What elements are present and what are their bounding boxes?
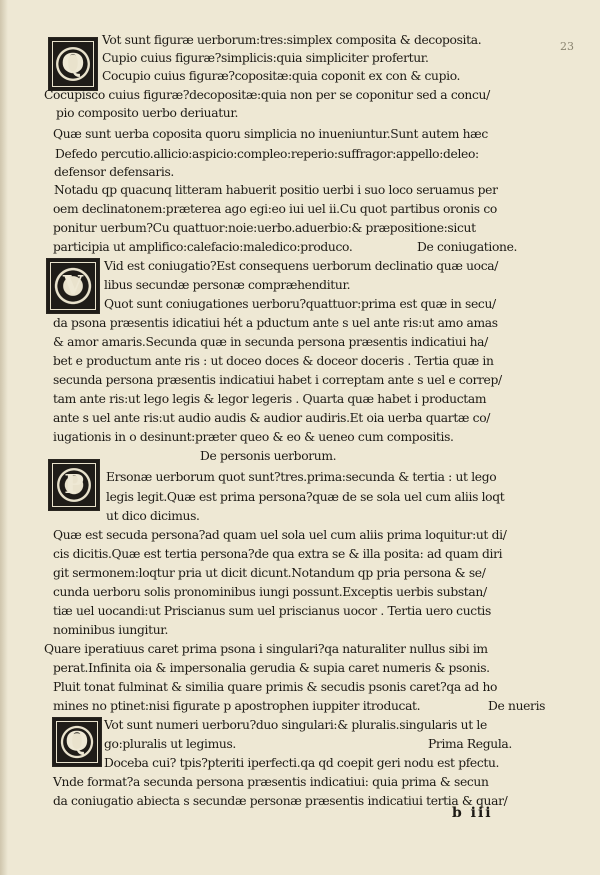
text-line: Cocupisco cuius figuræ?decopositæ:quia non per se coponitur sed a concu/ — [44, 88, 490, 102]
section-heading: De personis uerborum. — [200, 449, 337, 463]
text-line: cunda uerboru solis pronominibus iungi possunt.Exceptis uerbis substan/ — [53, 585, 487, 599]
text-line: perat.Infinita oia & impersonalia gerudia & supia caret numeris & psonis. — [53, 661, 490, 675]
text-line: nominibus iungitur. — [53, 623, 169, 637]
text-line: Quæ est secuda persona?ad quam uel sola uel cum aliis prima loquitur:ut di/ — [53, 528, 507, 542]
text-line: Vot sunt figuræ uerborum:tres:simplex composita & decoposita. — [102, 33, 482, 47]
text-line: oem declinatonem:præterea ago egi:eo iui uel ii.Cu quot partibus oronis co — [53, 202, 497, 216]
initial-q-letter: Q — [61, 49, 85, 79]
text-line: Vid est coniugatio?Est consequens uerborum declinatio quæ uoca/ — [104, 259, 499, 273]
text-line: participia ut amplifico:calefacio:maledico:produco. — [53, 240, 353, 254]
text-line: Quare iperatiuus caret prima psona i singulari?qa naturaliter nullus sibi im — [44, 642, 488, 656]
section-heading: De nueris — [488, 699, 546, 713]
text-line: mines no ptinet:nisi figurate p apostrophen iuppiter itroducat. — [53, 699, 421, 713]
initial-p-letter: P — [64, 470, 84, 500]
text-line: da psona præsentis idicatiui hét a pductum ante s uel ante ris:ut amo amas — [53, 316, 498, 330]
text-line: git sermonem:loqtur pria ut dicit dicunt.Notandum qp pria persona & se/ — [53, 566, 486, 580]
text-line: Quæ sunt uerba coposita quoru simplicia no inueniuntur.Sunt autem hæc — [53, 127, 488, 141]
text-line: cis dicitis.Quæ est tertia persona?de qua extra se & illa posita: ad quam diri — [53, 547, 503, 561]
initial-v-letter: V — [62, 271, 84, 301]
text-line: ante s uel ante ris:ut audio audis & audior audiris.Et oia uerba quartæ co/ — [53, 411, 491, 425]
text-line: tam ante ris:ut lego legis & legor legeris . Quarta quæ habet i productam — [53, 392, 487, 406]
text-line: pio composito uerbo deriuatur. — [56, 106, 239, 120]
text-line: secunda persona præsentis indicatiui habet i correptam ante s uel e correp/ — [53, 373, 502, 387]
text-line: Cupio cuius figuræ?simplicis:quia simpliciter profertur. — [102, 51, 429, 65]
text-line: legis legit.Quæ est prima persona?quæ de se sola uel cum aliis loqt — [106, 490, 505, 504]
section-heading: De coniugatione. — [417, 240, 518, 254]
text-line: defensor defensaris. — [54, 165, 174, 179]
text-line: libus secundæ personæ compræhenditur. — [104, 278, 351, 292]
text-line: go:pluralis ut legimus. — [104, 737, 236, 751]
text-line: ponitur uerbum?Cu quattuor:noie:uerbo.aduerbio:& præpositione:sicut — [53, 221, 476, 235]
text-line: Vnde format?a secunda persona præsentis indicatiui: quia prima & secun — [53, 775, 489, 789]
text-line: Vot sunt numeri uerboru?duo singulari:& pluralis.singularis ut le — [104, 718, 487, 732]
text-line: & amor amaris.Secunda quæ in secunda persona præsentis indicatiui ha/ — [53, 335, 488, 349]
text-line: Ersonæ uerborum quot sunt?tres.prima:secunda & tertia : ut lego — [106, 470, 497, 484]
text-line: bet e productum ante ris : ut doceo doces & doceor doceris . Tertia quæ in — [53, 354, 494, 368]
signature-mark: b iii — [452, 805, 493, 821]
text-line: Doceba cui? tpis?pteriti iperfecti.qa qd coepit geri nodu est pfectu. — [104, 756, 500, 770]
text-line: da coniugatio abiecta s secundæ personæ præsentis indicatiui tertia & quar/ — [53, 794, 508, 808]
text-line: iugationis in o desinunt:præter queo & eo & ueneo cum compositis. — [53, 430, 454, 444]
text-line: Cocupio cuius figuræ?copositæ:quia coponit ex con & cupio. — [102, 69, 461, 83]
text-line: Pluit tonat fulminat & similia quare primis & secudis psonis caret?qa ad ho — [53, 680, 498, 694]
text-line: tiæ uel uocandi:ut Priscianus sum uel priscianus uocor . Tertia uero cuctis — [53, 604, 491, 618]
initial-q2-letter: Q — [65, 727, 89, 757]
text-line: ut dico dicimus. — [106, 509, 200, 523]
section-heading: Prima Regula. — [428, 737, 512, 751]
folio-number: 23 — [560, 40, 574, 53]
text-line: Quot sunt coniugationes uerboru?quattuor:prima est quæ in secu/ — [104, 297, 496, 311]
text-line: Defedo percutio.allicio:aspicio:compleo:reperio:suffragor:appello:deleo: — [55, 147, 479, 161]
text-line: Notadu qp quacunq litteram habuerit positio uerbi i suo loco seruamus per — [54, 183, 498, 197]
